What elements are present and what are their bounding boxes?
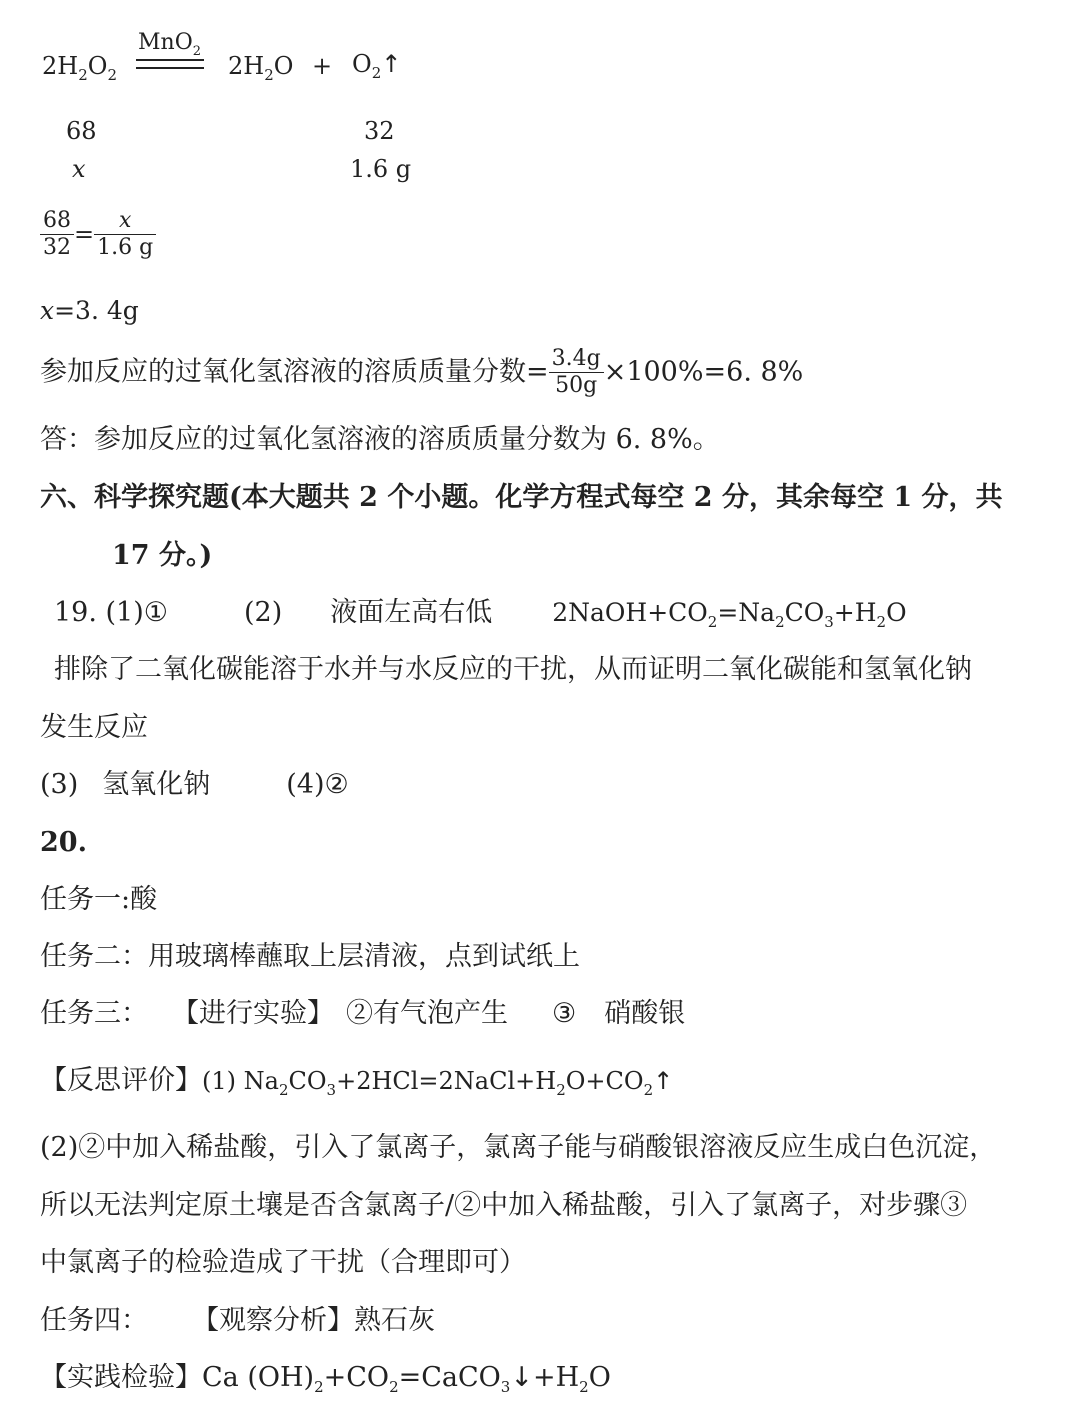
molar-mass-o2: 32 bbox=[364, 117, 395, 145]
plus-sign: + bbox=[312, 52, 333, 80]
decomposition-equation bbox=[0, 30, 1080, 90]
molar-mass-h2o2: 68 bbox=[66, 117, 97, 145]
q20-task3: 任务三： 【进行实验】 ②有气泡产生 ③ 硝酸银 bbox=[40, 998, 686, 1029]
section-heading-line1: 六、科学探究题(本大题共 2 个小题。化学方程式每空 2 分，其余每空 1 分，共 bbox=[40, 482, 1003, 513]
unknown-x: x bbox=[72, 155, 86, 183]
q19-line1: 19. (1)① (2) 液面左高右低 $2NaOH+CO_2=Na_2CO_3+H_2O$ bbox=[54, 597, 907, 631]
q19-explain-line1: 排除了二氧化碳能溶于水并与水反应的干扰，从而证明二氧化碳能和氢氧化钠 bbox=[54, 654, 972, 685]
q20-task2: 任务二：用玻璃棒蘸取上层清液，点到试纸上 bbox=[40, 941, 580, 972]
q19-explain-line2: 发生反应 bbox=[40, 712, 148, 743]
catalyst-label: MnO$_2$ bbox=[138, 30, 202, 59]
q19-line3: (3) 氢氧化钠 (4)② bbox=[40, 769, 349, 800]
fraction-left: $\frac{68}{32}$ bbox=[40, 208, 74, 261]
reaction-double-line bbox=[136, 59, 204, 69]
reactant-formula: $2H_2O_2$ bbox=[42, 52, 117, 84]
q20-task1: 任务一:酸 bbox=[40, 884, 158, 915]
proportion: $\frac{68}{32}$ = $\frac{x}{1.6 g}$ bbox=[40, 208, 156, 261]
q20-reflect2-line1: (2)②中加入稀盐酸，引入了氯离子，氯离子能与硝酸银溶液反应生成白色沉淀， bbox=[40, 1132, 997, 1163]
result-x: x=3. 4g bbox=[40, 296, 139, 325]
q20-task4: 任务四： 【观察分析】熟石灰 bbox=[40, 1305, 435, 1336]
q20-reflect2-line3: 中氯离子的检验造成了干扰（合理即可） bbox=[40, 1247, 526, 1278]
section-heading-line2: 17 分。) bbox=[112, 540, 213, 571]
percent-fraction: $\frac{3.4g}{50g}$ bbox=[549, 346, 604, 399]
product-oxygen: $O_2↑$ bbox=[352, 50, 402, 82]
percent-line: 参加反应的过氧化氢溶液的溶质质量分数= $\frac{3.4g}{50g}$ ×100%=6. 8% bbox=[40, 346, 804, 398]
q20-practice: 【实践检验】Ca $(OH)_2+CO_2=CaCO_3↓+H_2O$ bbox=[40, 1362, 611, 1396]
q20-number: 20. bbox=[40, 827, 87, 858]
fraction-right: $\frac{x}{1.6 g}$ bbox=[94, 208, 156, 261]
q20-reflect2-line2: 所以无法判定原土壤是否含氯离子/②中加入稀盐酸，引入了氯离子，对步骤③ bbox=[40, 1190, 968, 1221]
answer-line: 答：参加反应的过氧化氢溶液的溶质质量分数为 6. 8%。 bbox=[40, 424, 720, 455]
product-water: $2H_2O$ bbox=[228, 52, 294, 84]
q20-reflect: 【反思评价】(1) $Na_2CO_3+2HCl=2NaCl+H_2O+CO_2↑$ bbox=[40, 1065, 674, 1099]
oxygen-mass: 1.6 g bbox=[350, 155, 412, 183]
